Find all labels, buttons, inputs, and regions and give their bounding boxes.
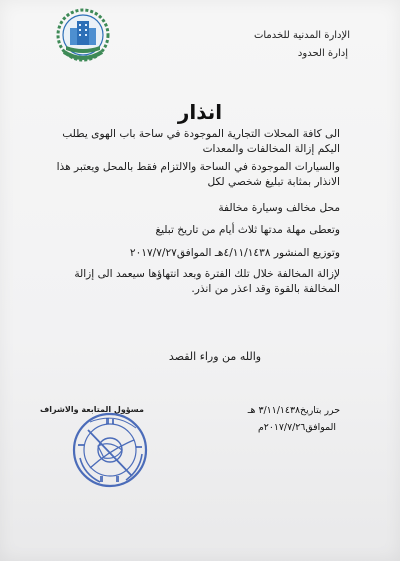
paragraph-6: لإزالة المخالفة خلال تلك الفترة وبعد انتهاؤها سيعمد الى إزالة المخالفة بالقوة وقد اعذر من انذر.: [74, 268, 340, 295]
signatory-title: مسؤول المتابعة والاشراف: [40, 405, 144, 414]
paragraph-3: محل مخالف وسيارة مخالفة: [218, 202, 340, 214]
organization-name: الإدارة المدنية للخدمات: [253, 30, 350, 41]
organization-logo: [56, 8, 110, 64]
document-title: انذار: [177, 100, 223, 124]
paragraph-5: وتوزيع المنشور ٤/١١/١٤٣٨هـ الموافق٢٠١٧/٧/٢٧: [129, 247, 340, 259]
official-stamp: [70, 410, 150, 490]
closing-phrase: والله من وراء القصد: [168, 350, 262, 363]
hijri-date: حرر بتاريخ٣/١١/١٤٣٨ هـ: [247, 405, 340, 416]
paragraph-1: الى كافة المحلات التجارية الموجودة في ساحة باب الهوى يطلب اليكم إزالة المخالفات والمعدات: [62, 128, 340, 155]
paragraph-4: وتعطى مهلة مدتها ثلاث أيام من تاريخ تبليغ: [155, 224, 340, 236]
paragraph-2: والسيارات الموجودة في الساحة والالتزام فقط بالمحل ويعتبر هذا الانذار بمثابة تبليغ شخصي لكل: [56, 161, 340, 188]
gregorian-date: الموافق٢٠١٧/٧/٢٦م: [257, 422, 336, 433]
department-name: إدارة الحدود: [297, 48, 348, 59]
